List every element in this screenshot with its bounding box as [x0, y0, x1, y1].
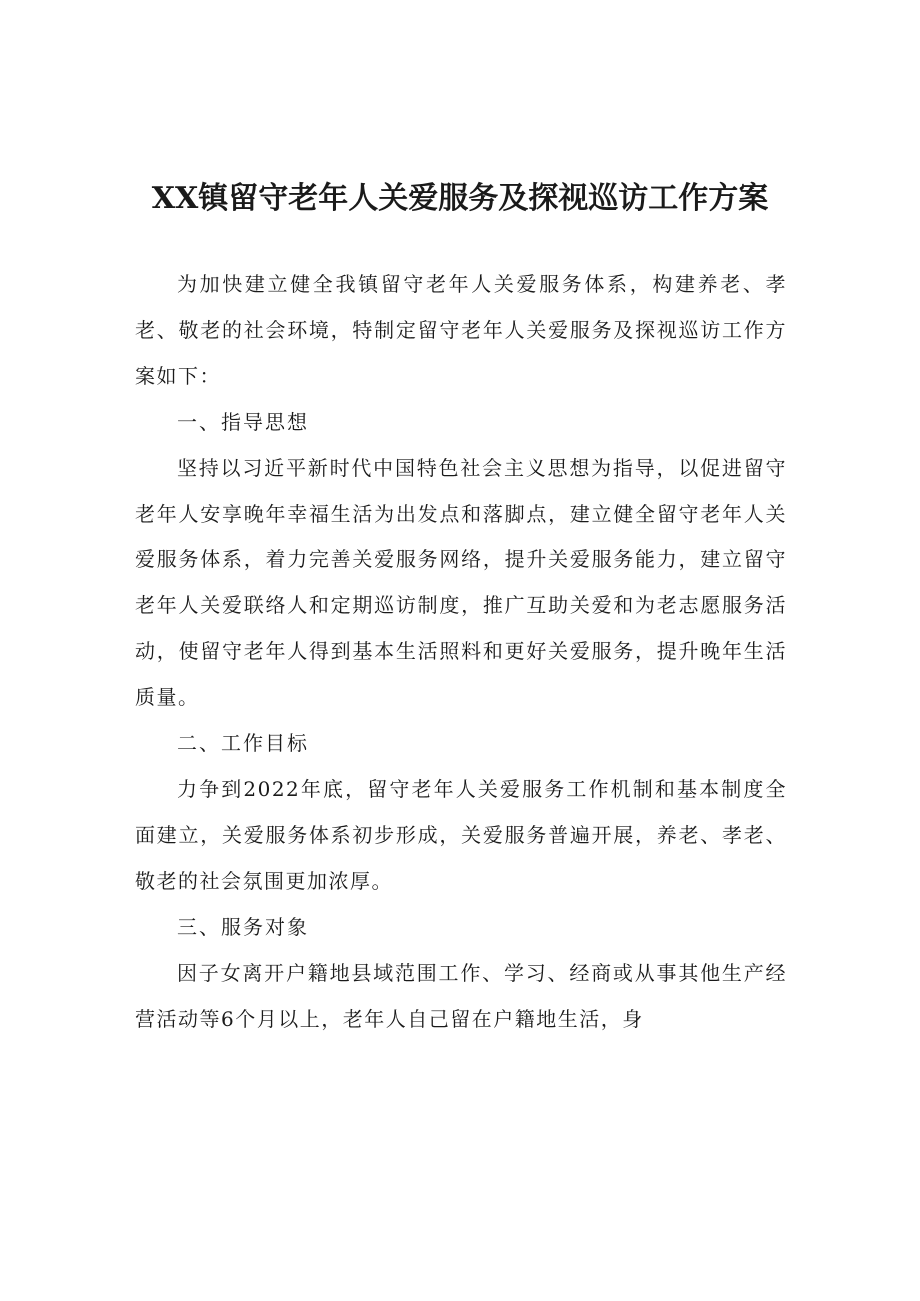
document-body [135, 262, 787, 1042]
section-body-service-targets: 因子女离开户籍地县域范围工作、学习、经商或从事其他生产经营活动等6个月以上，老年人自己留在户籍地生活，身 [135, 960, 787, 1031]
document-title: XX镇留守老年人关爱服务及探视巡访工作方案 [151, 181, 769, 216]
section-body-work-goals: 力争到2022年底，留守老年人关爱服务工作机制和基本制度全面建立，关爱服务体系初步形成，关爱服务普遍开展，养老、孝老、敬老的社会氛围更加浓厚。 [135, 776, 787, 893]
section-heading-work-goals: 二、工作目标 [177, 731, 309, 756]
section-body-guiding-ideology: 坚持以习近平新时代中国特色社会主义思想为指导，以促进留守老年人安享晚年幸福生活为出发点和落脚点，建立健全留守老年人关爱服务体系，着力完善关爱服务网络，提升关爱服务能力，建立留守老年人关爱联络人和定期巡访制度，推广互助关爱和为老志愿服务活动，使留守老年人得到基本生活照料和更好关爱服务，提升晚年生活质量。 [135, 455, 787, 710]
section-heading-guiding-ideology: 一、指导思想 [177, 409, 309, 434]
intro-paragraph: 为加快建立健全我镇留守老年人关爱服务体系，构建养老、孝老、敬老的社会环境，特制定留守老年人关爱服务及探视巡访工作方案如下： [135, 272, 787, 388]
section-heading-service-targets: 三、服务对象 [177, 914, 309, 939]
